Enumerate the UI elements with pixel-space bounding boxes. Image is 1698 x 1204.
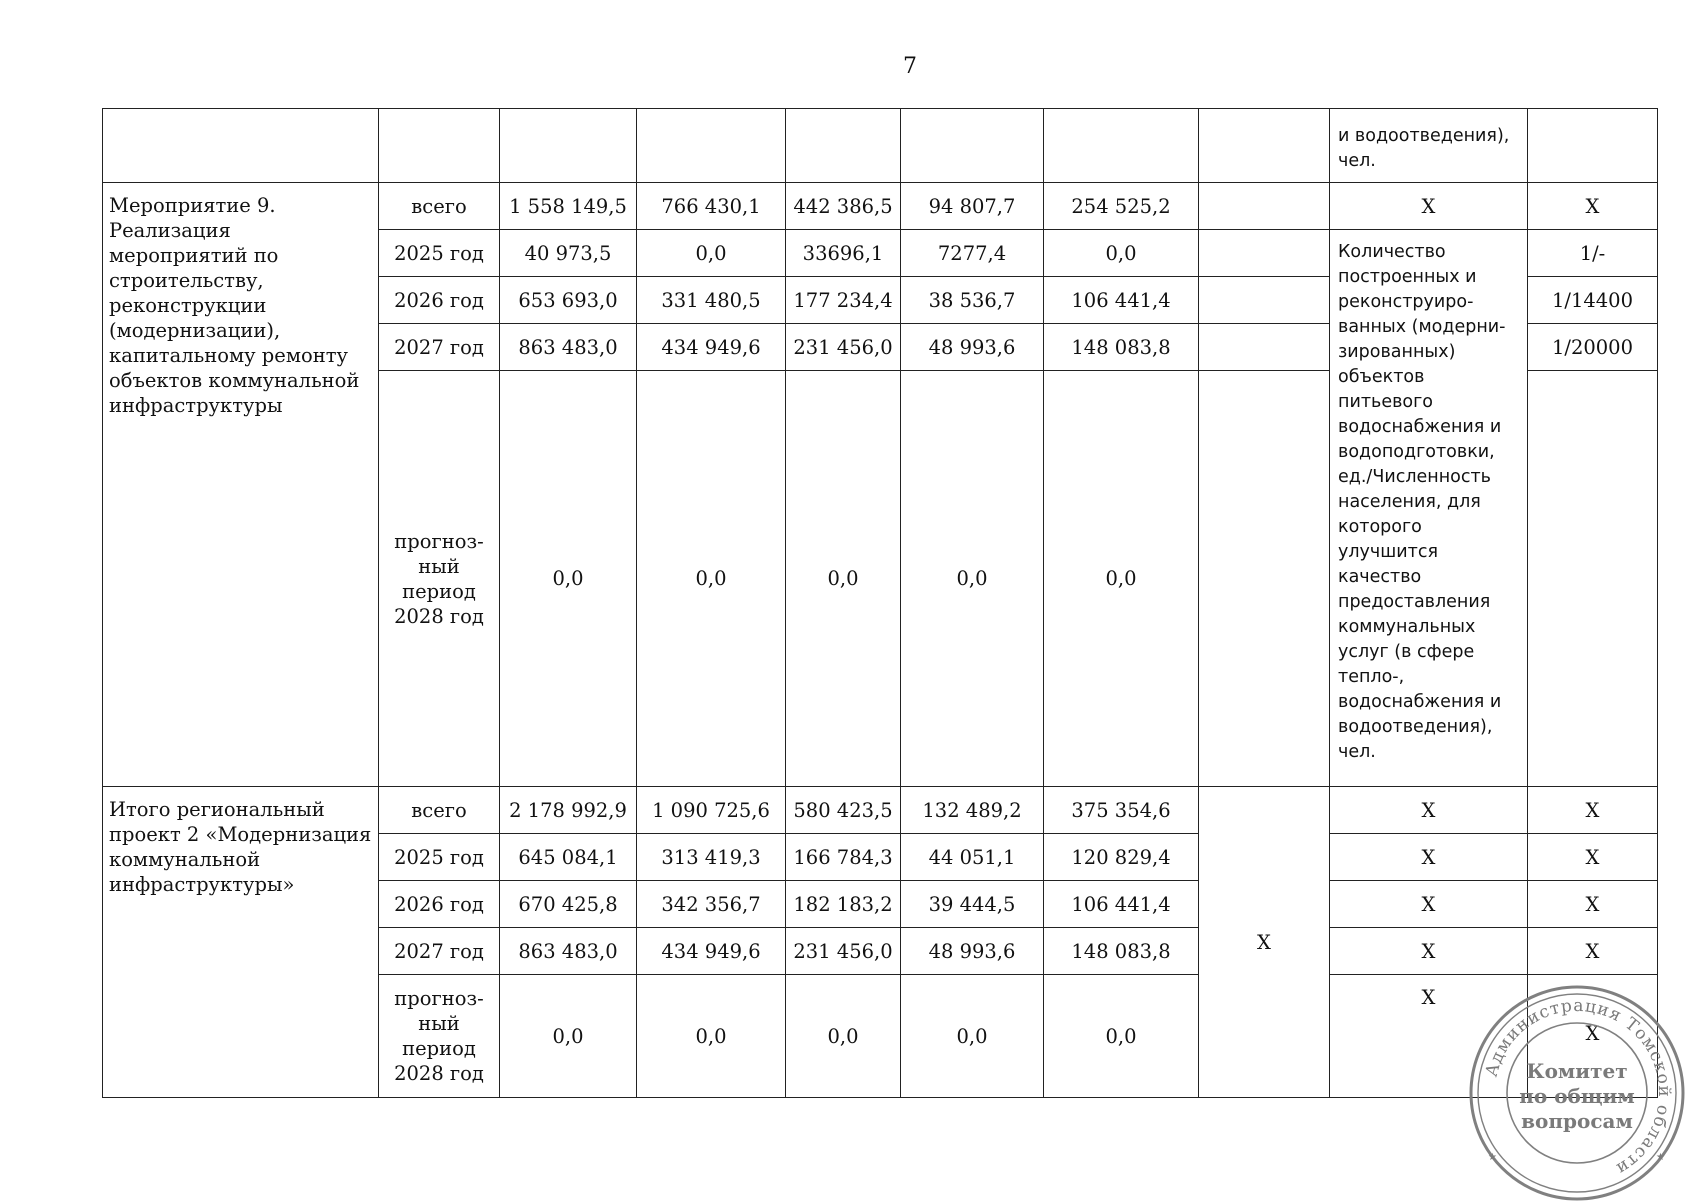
value-cell: 1 090 725,6	[637, 787, 786, 834]
indicator-value-cell: X	[1528, 183, 1658, 230]
value-cell: 182 183,2	[786, 881, 901, 928]
value-cell: 0,0	[637, 230, 786, 277]
period-cell: 2026 год	[379, 881, 500, 928]
value-cell: 48 993,6	[901, 928, 1044, 975]
value-cell: 863 483,0	[500, 324, 637, 371]
value-cell: 434 949,6	[637, 928, 786, 975]
indicator-cell: X	[1330, 928, 1528, 975]
period-cell: 2026 год	[379, 277, 500, 324]
value-cell: 7277,4	[901, 230, 1044, 277]
value-cell: 0,0	[637, 371, 786, 787]
value-cell: 0,0	[1044, 975, 1199, 1098]
value-cell: 342 356,7	[637, 881, 786, 928]
value-cell: 434 949,6	[637, 324, 786, 371]
value-cell: 0,0	[901, 371, 1044, 787]
value-cell: 177 234,4	[786, 277, 901, 324]
measure-title: Мероприятие 9. Реализация мероприятий по строительству, реконструкции (модернизации), капитальному ремонту объектов коммунальной инфраструктуры	[103, 183, 379, 787]
indicator-value-cell: X	[1528, 975, 1658, 1098]
stamp-ring-text: Администрация Томской области	[1481, 995, 1675, 1180]
value-cell: 254 525,2	[1044, 183, 1199, 230]
stamp-line: вопросам	[1521, 1109, 1633, 1133]
indicator-value-cell: X	[1528, 928, 1658, 975]
executor-cell	[1199, 277, 1330, 324]
stamp-star-icon: ★	[1488, 1152, 1497, 1163]
value-cell: 0,0	[637, 975, 786, 1098]
value-cell: 44 051,1	[901, 834, 1044, 881]
value-cell: 106 441,4	[1044, 881, 1199, 928]
indicator-cell: X	[1330, 881, 1528, 928]
value-cell: 94 807,7	[901, 183, 1044, 230]
value-cell: 645 084,1	[500, 834, 637, 881]
period-cell: всего	[379, 787, 500, 834]
indicator-value-cell	[1528, 371, 1658, 787]
value-cell: 1 558 149,5	[500, 183, 637, 230]
period-cell: прогноз-ный период 2028 год	[379, 975, 500, 1098]
indicator-tail: и водоотведения), чел.	[1330, 109, 1528, 183]
value-cell: 148 083,8	[1044, 928, 1199, 975]
indicator-value-cell: 1/14400	[1528, 277, 1658, 324]
period-cell: 2027 год	[379, 928, 500, 975]
value-cell: 580 423,5	[786, 787, 901, 834]
value-cell: 0,0	[1044, 371, 1199, 787]
value-cell: 331 480,5	[637, 277, 786, 324]
value-cell: 653 693,0	[500, 277, 637, 324]
stamp-star-icon: ★	[1656, 1152, 1665, 1163]
value-cell: 0,0	[786, 371, 901, 787]
value-cell: 0,0	[1044, 230, 1199, 277]
value-cell: 166 784,3	[786, 834, 901, 881]
value-cell: 0,0	[786, 975, 901, 1098]
stamp-line: по общим	[1519, 1084, 1635, 1108]
page-number: 7	[903, 54, 917, 79]
official-stamp	[1466, 982, 1688, 1204]
value-cell: 38 536,7	[901, 277, 1044, 324]
value-cell: 0,0	[500, 975, 637, 1098]
period-cell: 2027 год	[379, 324, 500, 371]
value-cell: 375 354,6	[1044, 787, 1199, 834]
indicator-value-cell: X	[1528, 881, 1658, 928]
value-cell: 106 441,4	[1044, 277, 1199, 324]
indicator-value-cell: X	[1528, 834, 1658, 881]
table-row	[103, 787, 1658, 834]
value-cell: 766 430,1	[637, 183, 786, 230]
executor-cell	[1199, 183, 1330, 230]
indicator-cell: X	[1330, 975, 1528, 1098]
indicator-value-cell: 1/-	[1528, 230, 1658, 277]
value-cell: 313 419,3	[637, 834, 786, 881]
total-title: Итого региональный проект 2 «Модернизация коммунальной инфраструктуры»	[103, 787, 379, 1098]
period-cell: прогноз-ный период 2028 год	[379, 371, 500, 787]
executor-cell: X	[1199, 787, 1330, 1098]
value-cell: 148 083,8	[1044, 324, 1199, 371]
period-cell: 2025 год	[379, 834, 500, 881]
stamp-line: Комитет	[1526, 1059, 1628, 1083]
indicator-cell: X	[1330, 834, 1528, 881]
value-cell: 231 456,0	[786, 324, 901, 371]
indicator-cell: X	[1330, 183, 1528, 230]
value-cell: 120 829,4	[1044, 834, 1199, 881]
continuation-row	[103, 109, 1658, 183]
value-cell: 40 973,5	[500, 230, 637, 277]
value-cell: 39 444,5	[901, 881, 1044, 928]
table-row	[103, 183, 1658, 230]
value-cell: 231 456,0	[786, 928, 901, 975]
indicator-value-cell: 1/20000	[1528, 324, 1658, 371]
value-cell: 48 993,6	[901, 324, 1044, 371]
budget-table	[102, 108, 1658, 1098]
value-cell: 33696,1	[786, 230, 901, 277]
value-cell: 132 489,2	[901, 787, 1044, 834]
executor-cell	[1199, 324, 1330, 371]
value-cell: 2 178 992,9	[500, 787, 637, 834]
indicator-cell: X	[1330, 787, 1528, 834]
value-cell: 863 483,0	[500, 928, 637, 975]
executor-cell	[1199, 371, 1330, 787]
period-cell: всего	[379, 183, 500, 230]
executor-cell	[1199, 230, 1330, 277]
value-cell: 0,0	[500, 371, 637, 787]
indicator-description: Количество построенных и реконструиро-ванных (модерни-зированных) объектов питьевого водоснабжения и водоподготовки, ед./Численность населения, для которого улучшится качество предоставления коммунальных услуг (в сфере тепло-, водоснабжения и водоотведения), чел.	[1330, 230, 1528, 787]
value-cell: 442 386,5	[786, 183, 901, 230]
period-cell: 2025 год	[379, 230, 500, 277]
indicator-value-cell: X	[1528, 787, 1658, 834]
value-cell: 0,0	[901, 975, 1044, 1098]
value-cell: 670 425,8	[500, 881, 637, 928]
